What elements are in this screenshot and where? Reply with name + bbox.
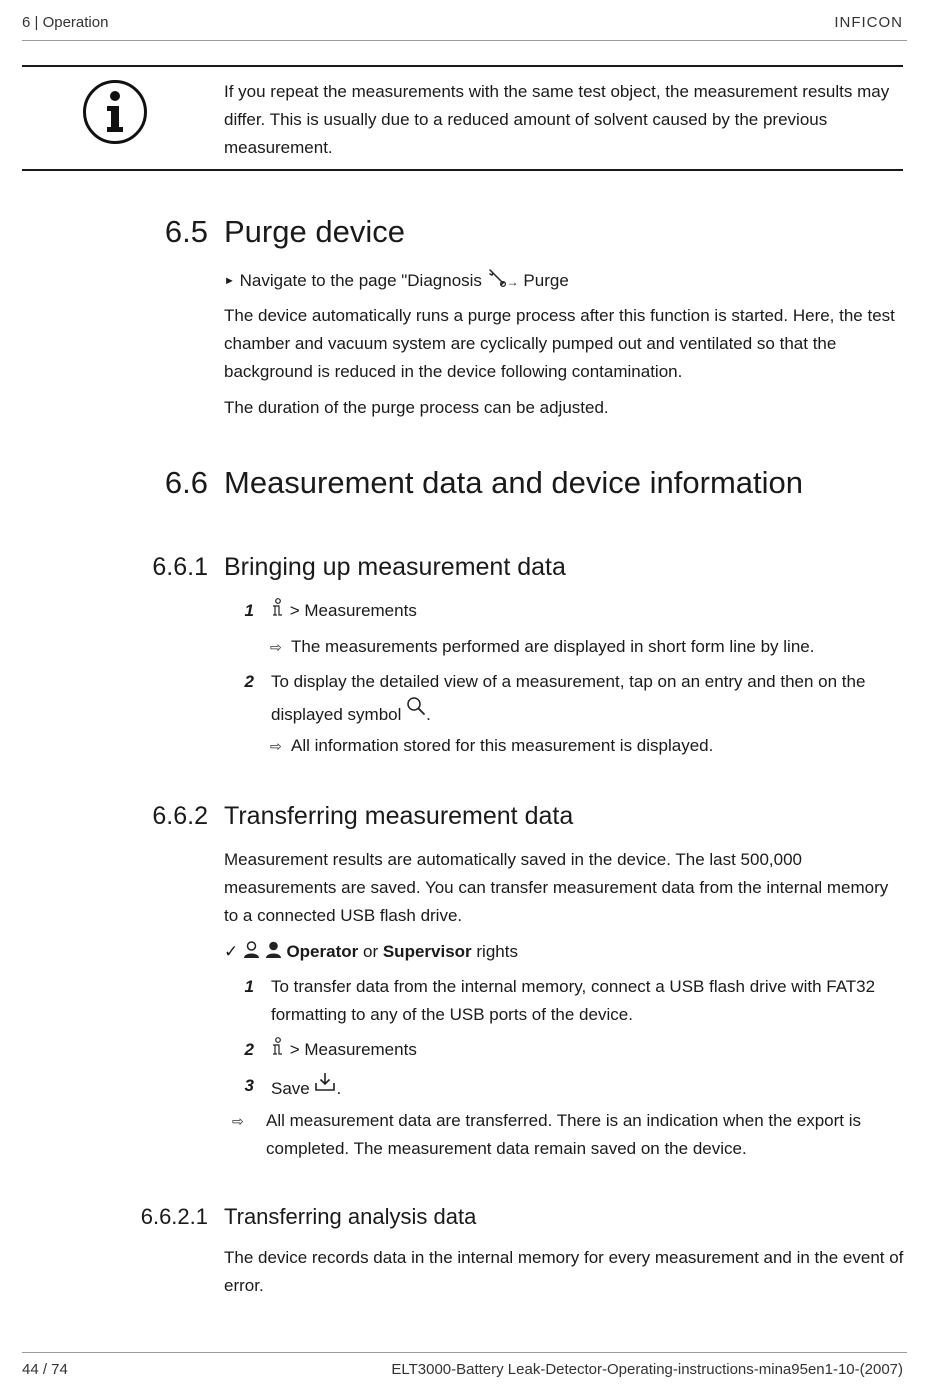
step-text: To transfer data from the internal memory, connect a USB flash drive with FAT32 formatting to any of the USB ports of the device. bbox=[271, 977, 876, 1024]
step-text bbox=[271, 668, 901, 729]
result-arrow-icon: ⇨ bbox=[270, 639, 282, 655]
subsection-number: 6.6.1 bbox=[152, 553, 208, 581]
page-number: 44 / 74 bbox=[22, 1361, 68, 1378]
nav-instruction bbox=[224, 267, 569, 296]
page-footer bbox=[22, 1352, 907, 1382]
subsection-number: 6.6.2.1 bbox=[140, 1204, 208, 1229]
subsection-title: Transferring measurement data bbox=[224, 802, 574, 830]
document-id: ELT3000-Battery Leak-Detector-Operating-instructions-mina95en1-10-(2007) bbox=[391, 1361, 903, 1378]
subsection-number: 6.6.2 bbox=[152, 802, 208, 830]
subsection-title: Bringing up measurement data bbox=[224, 553, 566, 581]
section-number: 6.5 bbox=[164, 214, 208, 249]
paragraph: Measurement results are automatically saved in the device. The last 500,000 measurements are saved. You can transfer measurement data from the internal memory to a connected USB flash drive. bbox=[224, 850, 889, 925]
step-label: To display the detailed view of a measurement, tap on an entry and then on the displayed symbol bbox=[271, 672, 866, 724]
step-number: 3 bbox=[244, 1076, 254, 1095]
step-label: > Measurements bbox=[289, 601, 417, 620]
step-number: 1 bbox=[244, 977, 254, 996]
step-number: 2 bbox=[244, 672, 254, 691]
info-menu-icon bbox=[271, 1037, 285, 1057]
role-operator: Operator bbox=[286, 942, 359, 961]
step-end: . bbox=[426, 705, 431, 724]
magnifier-icon bbox=[406, 696, 426, 716]
procedure-result: All measurement data are transferred. There is an indication when the export is completed. The measurement data remain saved on the device. bbox=[266, 1111, 861, 1158]
result-arrow-icon: ⇨ bbox=[270, 738, 282, 754]
role-supervisor: Supervisor bbox=[382, 942, 472, 961]
step-result: The measurements performed are displayed in short form line by line. bbox=[291, 637, 815, 656]
wrench-icon bbox=[487, 268, 507, 288]
step-label: Save bbox=[271, 1079, 310, 1098]
download-icon bbox=[314, 1072, 336, 1092]
chapter-label: 6 | Operation bbox=[22, 14, 109, 31]
paragraph: The device records data in the internal memory for every measurement and in the event of error. bbox=[224, 1248, 904, 1295]
step-label: > Measurements bbox=[289, 1040, 417, 1059]
section-title: Purge device bbox=[224, 214, 405, 249]
prerequisite bbox=[224, 938, 518, 966]
check-icon: ✓ bbox=[224, 942, 239, 961]
brand-label: INFICON bbox=[834, 14, 903, 31]
paragraph: The device automatically runs a purge process after this function is started. Here, the test chamber and vacuum system are cyclically pumped out and ventilated so that the background is reduced in the device following contamination. bbox=[224, 306, 895, 381]
result-arrow-icon: ⇨ bbox=[232, 1113, 244, 1129]
info-menu-icon bbox=[271, 598, 285, 618]
bullet-triangle-icon: ► bbox=[224, 275, 235, 287]
arrow-icon: → bbox=[506, 275, 519, 289]
supervisor-user-icon bbox=[265, 941, 282, 959]
step-text bbox=[271, 597, 901, 625]
info-note-text: If you repeat the measurements with the same test object, the measurement results may differ. This is usually due to a reduced amount of solvent caused by the previous measurement. bbox=[224, 82, 890, 157]
section-number: 6.6 bbox=[164, 465, 208, 500]
operator-user-icon bbox=[243, 941, 260, 959]
nav-text: Navigate to the page "Diagnosis bbox=[239, 271, 482, 290]
subsection-title: Transferring analysis data bbox=[224, 1204, 477, 1229]
step-end: . bbox=[336, 1079, 342, 1098]
info-icon bbox=[82, 79, 148, 145]
page-header bbox=[22, 14, 907, 41]
step-text bbox=[271, 1072, 901, 1103]
paragraph: The duration of the purge process can be adjusted. bbox=[224, 398, 609, 417]
nav-target: Purge bbox=[523, 271, 569, 290]
step-text bbox=[271, 1036, 901, 1064]
prereq-suffix: rights bbox=[476, 942, 518, 961]
step-result: All information stored for this measurement is displayed. bbox=[291, 736, 714, 755]
step-number: 1 bbox=[244, 601, 254, 620]
step-number: 2 bbox=[244, 1040, 254, 1059]
info-note bbox=[22, 65, 903, 171]
section-title: Measurement data and device information bbox=[224, 465, 803, 500]
prereq-or: or bbox=[362, 942, 379, 961]
